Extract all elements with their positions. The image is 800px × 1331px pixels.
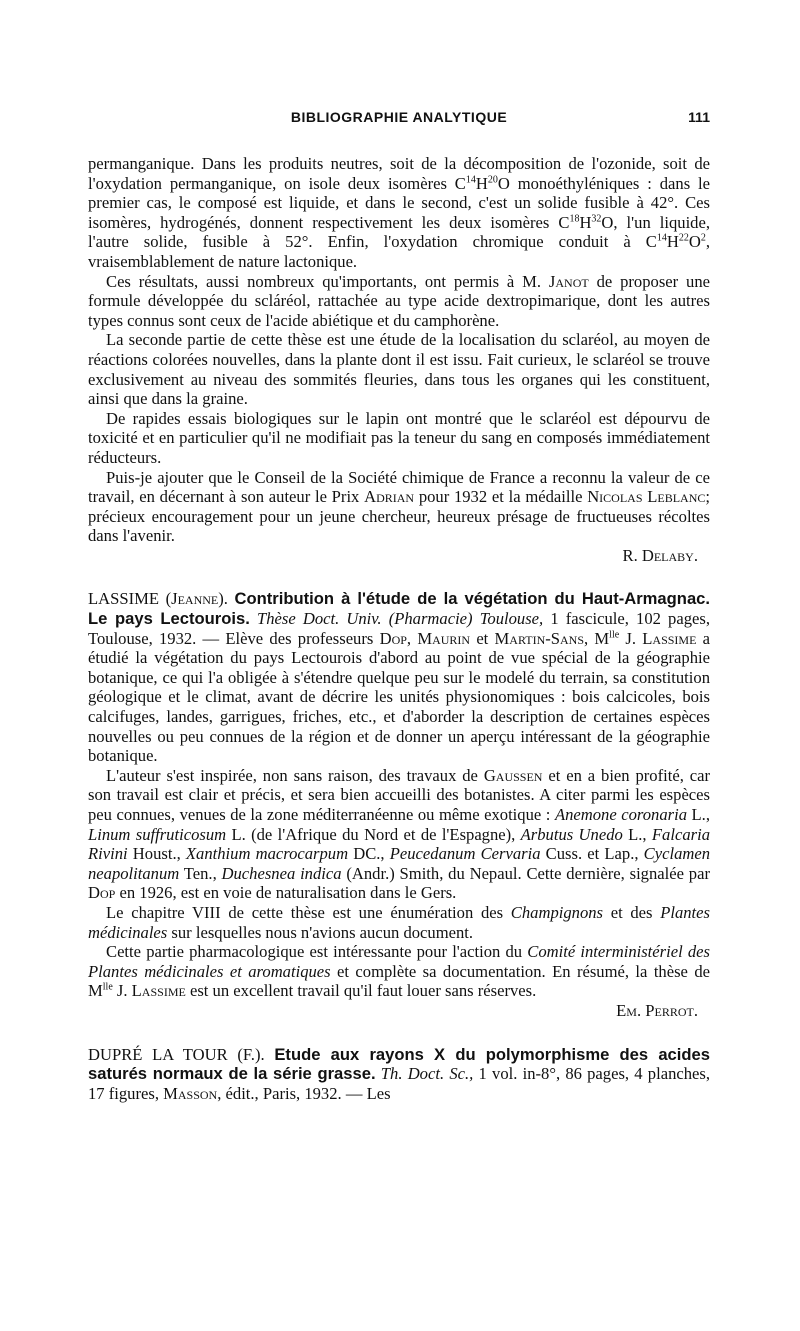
article2-heading: LASSIME (Jeanne). Contribution à l'étude de la végétation du Haut-Armagnac. Le pays Lectourois. Thèse Doct. Univ. (Pharmacie) Toulouse, 1 fascicule, 102 pages, Toulouse, 1932. — Elève des professeurs Dop, Maurin et Martin-Sans, $M^{lle}$ J. Lassime a étudié la végétation du pays Lectourois d'abord au point de vue spécial de la géographie botanique, ce qui l'a obligée à s'étendre quelque peu sur le modelé du terrain, sa constitution géologique et le climat, avant de décrire les unités physionomiques : bois calcicoles, bois calcifuges, landes, garrigues, friches, etc., et d'aborder la description de certaines espèces nouvelles ou peu connues de la région et de donner un aperçu intéressant de la géographie botanique. [88,589,711,766]
article2-paragraph-4: Cette partie pharmacologique est intéressante pour l'action du Comité interministériel des Plantes médicinales et aromatiques et complète sa documentation. En résumé, la thèse de $M^{lle}$ J. Lassime est un excellent travail qu'il faut louer sans réserves. [88,942,710,1001]
article2-paragraph-2: L'auteur s'est inspirée, non sans raison, des travaux de Gaussen et en a bien profité, car son travail est clair et précis, et sera bien accueilli des botanistes. A citer parmi les espèces peu connues, venues de la zone méditerranéenne ou même exotique : Anemone coronaria L., Linum suffruticosum L. (de l'Afrique du Nord et de l'Espagne), Arbutus Unedo L., Falcaria Rivini Houst., Xanthium macrocarpum DC., Peucedanum Cervaria Cuss. et Lap., Cyclamen neapolitanum Ten., Duchesnea indica (Andr.) Smith, du Nepaul. Cette dernière, signalée par Dop en 1926, est en voie de naturalisation dans le Gers. [88,765,711,903]
article1-signature: R. Delaby. [622,545,698,565]
article2-signature: Em. Perrot. [616,1000,698,1020]
article2-title: Contribution à l'étude de la végétation du Haut-Armagnac. Le pays Lectourois. [88,589,711,629]
article1-paragraph-1: permanganique. Dans les produits neutres, soit de la décomposition de l'ozonide, soit de l'oxydation permanganique, on isole deux isomères $C^{14}H^{20}O$ monoéthyléniques : dans le premier cas, le composé est liquide, et dans le second, c'est un solide fusible à 42°. Ces isomères, hydrogénés, donnent respectivement les deux isomères $C^{18}H^{32}O$, l'un liquide, l'autre solide, fusible à 52°. Enfin, l'oxydation chromique conduit à $C^{14}H^{22}O^2$, vraisemblablement de nature lactonique. [88,154,710,271]
article1-paragraph-5: Puis-je ajouter que le Conseil de la Société chimique de France a reconnu la valeur de ce travail, en décernant à son auteur le Prix Adrian pour 1932 et la médaille Nicolas Leblanc; précieux encouragement pour un jeune chercheur, heureux présage de fructueuses récoltes dans l'avenir. [88,467,711,546]
running-head [88,108,710,134]
article3-heading: DUPRÉ LA TOUR (F.). Etude aux rayons X du polymorphisme des acides saturés normaux de la série grasse. Th. Doct. Sc., 1 vol. in-8°, 86 pages, 4 planches, 17 figures, Masson, édit., Paris, 1932. — Les [88,1044,711,1103]
article1-paragraph-3: La seconde partie de cette thèse est une étude de la localisation du sclaréol, au moyen de réactions colorées nouvelles, dans la plante dont il est issu. Fait curieux, le sclaréol se trouve exclusivement au niveau des sommités fleuries, dans tous les organes qui les constituent, ainsi que dans la graine. [88,330,710,409]
page [88,108,710,1103]
running-title: BIBLIOGRAPHIE ANALYTIQUE [290,109,508,125]
page-number: 111 [688,109,710,125]
article3-title: Etude aux rayons X du polymorphisme des acides saturés normaux de la série grasse. [88,1044,710,1084]
author-name: Janot [548,271,589,291]
article2-paragraph-3: Le chapitre VIII de cette thèse est une énumération des Champignons et des Plantes médicinales sur lesquelles nous n'avions aucun document. [88,902,710,942]
article1-paragraph-4: De rapides essais biologiques sur le lapin ont montré que le sclaréol est dépourvu de toxicité et en particulier qu'il ne modifiait pas la teneur du sang en composés immédiatement réducteurs. [88,408,710,467]
article1-paragraph-2: Ces résultats, aussi nombreux qu'importants, ont permis à M. Janot de proposer une formule développée du scláréol, rattachée au type acide dextropimarique, dont les autres types connus sont ceux de l'acide abiétique et du camphorène. [88,271,710,330]
